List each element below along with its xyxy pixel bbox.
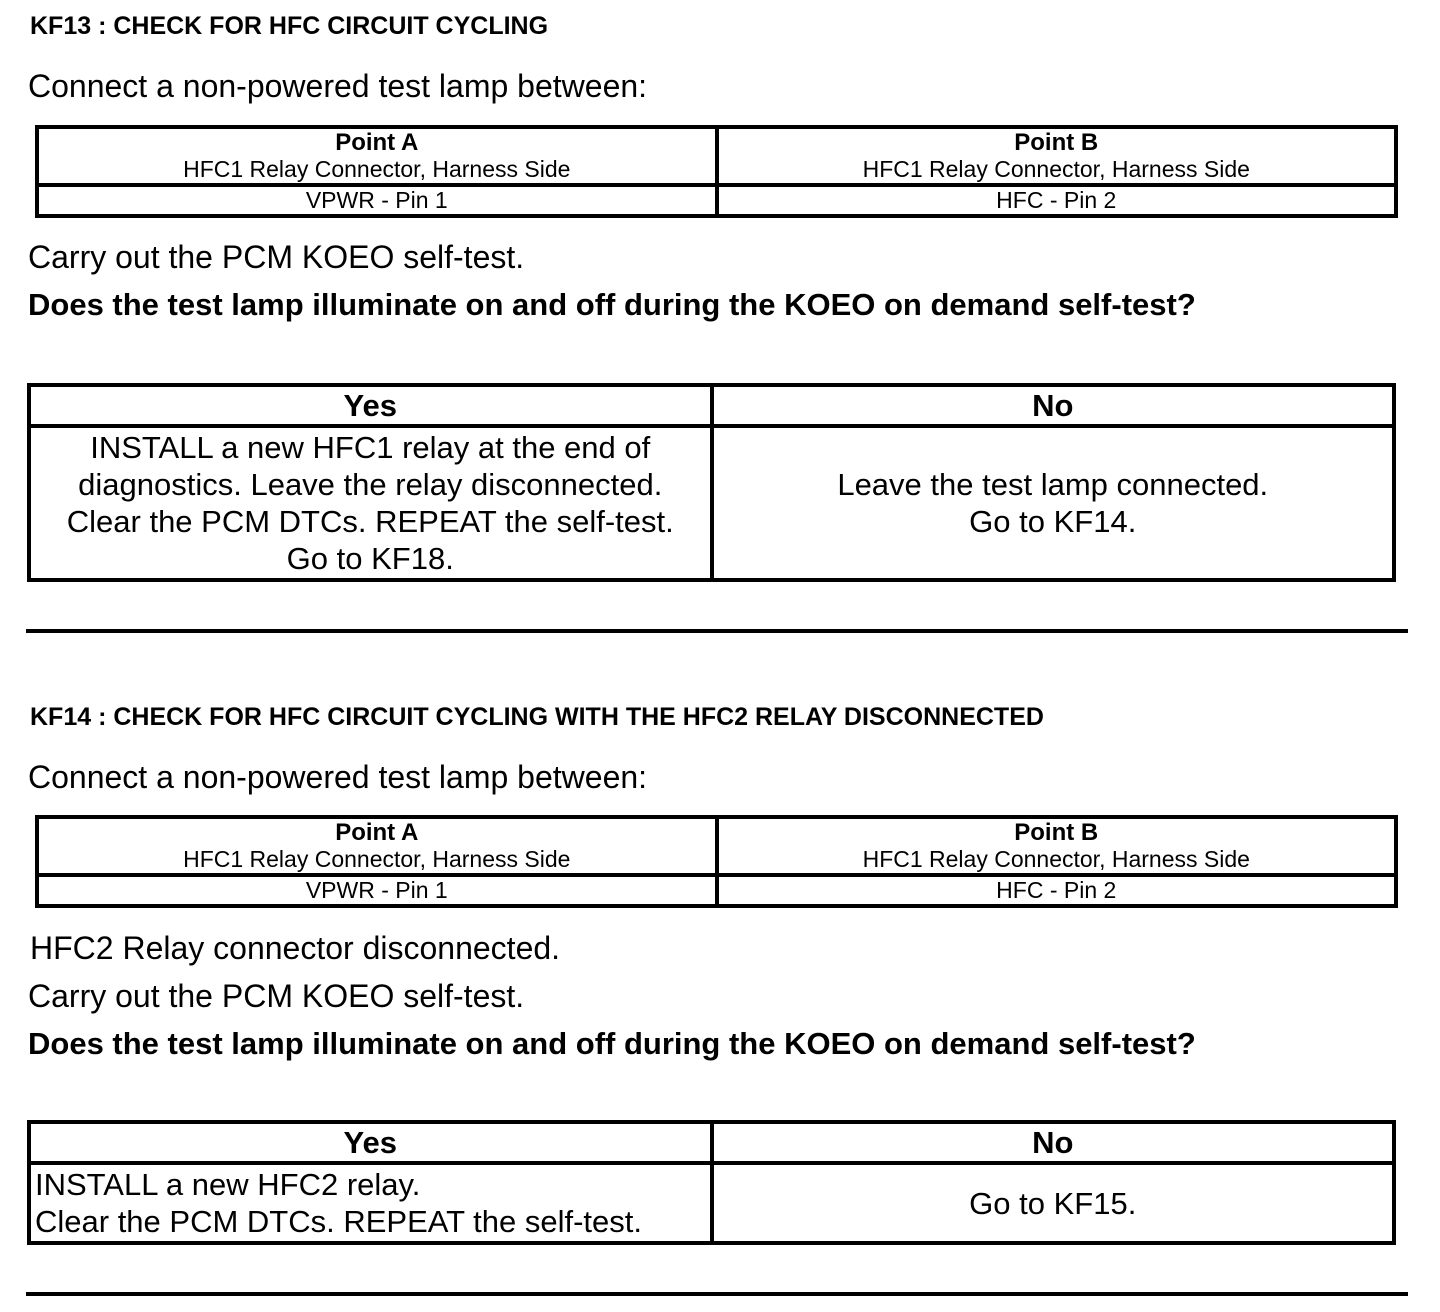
section-divider bbox=[26, 1292, 1408, 1296]
point-a-pin: VPWR - Pin 1 bbox=[37, 185, 717, 216]
section-title-kf14: KF14 : CHECK FOR HFC CIRCUIT CYCLING WITH THE HFC2 RELAY DISCONNECTED bbox=[30, 703, 1044, 731]
step-text-kf14-1: HFC2 Relay connector disconnected. bbox=[30, 930, 561, 966]
no-action-line: Go to KF14. bbox=[969, 504, 1137, 539]
answer-table-kf13 bbox=[27, 383, 1396, 582]
point-b-pin: HFC - Pin 2 bbox=[717, 875, 1397, 906]
step-text-kf13: Carry out the PCM KOEO self-test. bbox=[28, 239, 525, 275]
question-kf13: Does the test lamp illuminate on and off during the KOEO on demand self-test? bbox=[28, 287, 1196, 322]
no-action-cell bbox=[712, 426, 1395, 580]
no-action-line: Leave the test lamp connected. bbox=[837, 467, 1269, 502]
point-a-pin: VPWR - Pin 1 bbox=[37, 875, 717, 906]
section-divider bbox=[26, 629, 1408, 633]
test-points-table-kf14 bbox=[35, 815, 1398, 908]
point-a-label: Point A bbox=[335, 129, 419, 156]
test-points-table-kf13 bbox=[35, 125, 1398, 218]
yes-action-cell bbox=[29, 1163, 712, 1243]
no-action-cell bbox=[712, 1163, 1395, 1243]
answer-table-kf14 bbox=[27, 1120, 1396, 1245]
point-a-header-cell bbox=[37, 127, 717, 185]
yes-action-line: INSTALL a new HFC1 relay at the end of bbox=[90, 430, 651, 465]
point-b-location: HFC1 Relay Connector, Harness Side bbox=[862, 846, 1250, 872]
point-b-label: Point B bbox=[1014, 819, 1099, 846]
point-b-location: HFC1 Relay Connector, Harness Side bbox=[862, 156, 1250, 182]
point-b-label: Point B bbox=[1014, 129, 1099, 156]
yes-action-line: Clear the PCM DTCs. REPEAT the self-test. bbox=[66, 504, 674, 539]
point-a-header-cell bbox=[37, 817, 717, 875]
connect-instruction-kf13: Connect a non-powered test lamp between: bbox=[28, 68, 648, 104]
question-kf14: Does the test lamp illuminate on and off during the KOEO on demand self-test? bbox=[28, 1026, 1196, 1061]
step-text-kf14-2: Carry out the PCM KOEO self-test. bbox=[28, 978, 525, 1014]
no-action-line: Go to KF15. bbox=[969, 1185, 1137, 1221]
no-header: No bbox=[712, 1122, 1395, 1163]
point-b-header-cell bbox=[717, 127, 1397, 185]
yes-action-cell bbox=[29, 426, 712, 580]
yes-action-line: INSTALL a new HFC2 relay. bbox=[35, 1167, 421, 1202]
section-title-kf13: KF13 : CHECK FOR HFC CIRCUIT CYCLING bbox=[30, 12, 549, 40]
point-a-location: HFC1 Relay Connector, Harness Side bbox=[183, 156, 571, 182]
yes-action-line: Go to KF18. bbox=[286, 541, 454, 576]
yes-action-line: Clear the PCM DTCs. REPEAT the self-test. bbox=[35, 1204, 642, 1239]
yes-action-line: diagnostics. Leave the relay disconnected. bbox=[78, 467, 663, 502]
point-b-header-cell bbox=[717, 817, 1397, 875]
no-header: No bbox=[712, 385, 1395, 426]
connect-instruction-kf14: Connect a non-powered test lamp between: bbox=[28, 759, 648, 795]
point-a-label: Point A bbox=[335, 819, 419, 846]
yes-header: Yes bbox=[29, 1122, 712, 1163]
yes-header: Yes bbox=[29, 385, 712, 426]
point-b-pin: HFC - Pin 2 bbox=[717, 185, 1397, 216]
point-a-location: HFC1 Relay Connector, Harness Side bbox=[183, 846, 571, 872]
